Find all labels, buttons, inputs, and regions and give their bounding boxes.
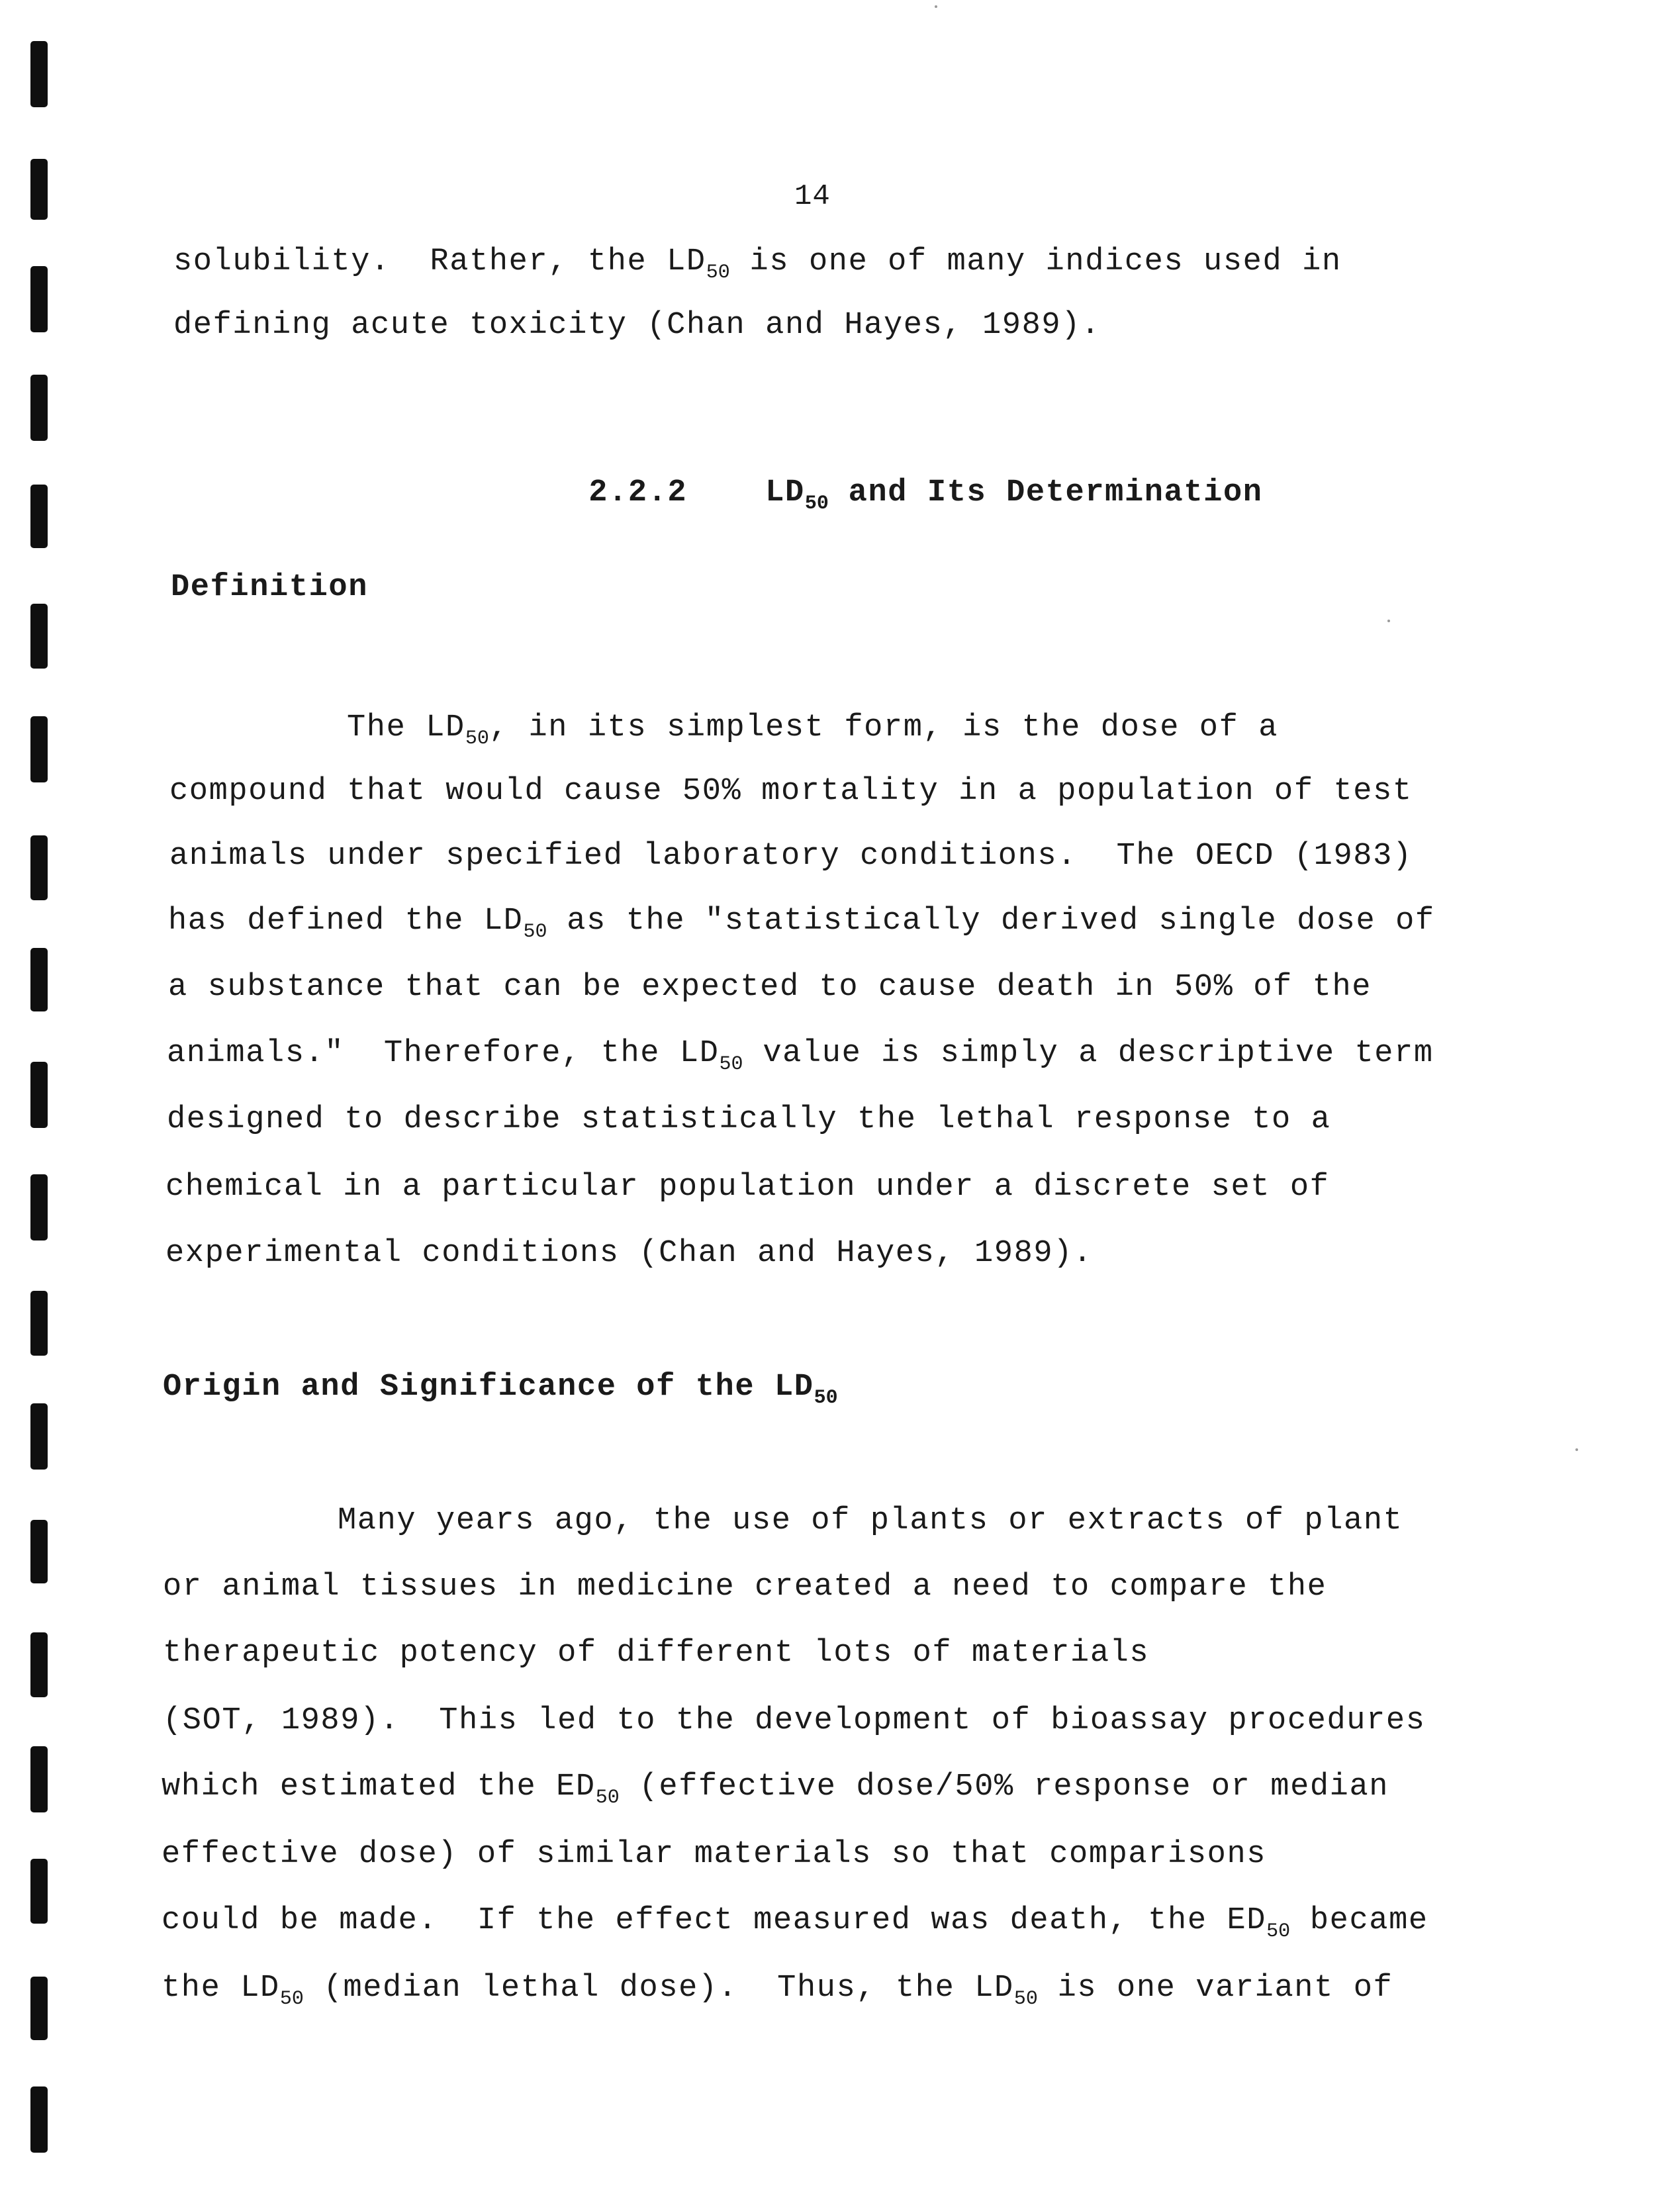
binding-hole [30,1062,48,1128]
scan-speck [1387,620,1390,622]
text-line: chemical in a particular population under a discrete set of [165,1170,1330,1205]
binding-hole [30,1174,48,1241]
text-line: or animal tissues in medicine created a need to compare the [163,1569,1327,1605]
binding-hole [30,485,48,548]
binding-hole [30,1746,48,1812]
text-line: defining acute toxicity (Chan and Hayes, 1989). [173,308,1101,343]
page-number: 14 [794,180,831,213]
text-line: The $LD_{50}$, in its simplest form, is the dose of a [347,710,1279,750]
binding-hole [30,266,48,332]
text-line: a substance that can be expected to cause death in 50% of the [168,970,1372,1005]
binding-hole [30,1859,48,1924]
binding-hole [30,2086,48,2153]
binding-hole [30,1291,48,1356]
scan-speck [935,5,937,8]
binding-hole [30,835,48,900]
text-line: could be made. If the effect measured was death, the $ED_{50}$ became [162,1903,1428,1943]
section-number: 2.2.2 [588,475,688,510]
subsection-heading-definition: Definition [171,570,369,605]
binding-hole [30,41,48,107]
binding-hole [30,604,48,669]
text-line: which estimated the $ED_{50}$ (effective dose/50% response or median [162,1769,1389,1809]
binding-hole [30,1632,48,1697]
text-line: (SOT, 1989). This led to the development of bioassay procedures [163,1703,1426,1738]
text-line: animals under specified laboratory conditions. The OECD (1983) [169,839,1413,874]
text-line: the $LD_{50}$ (median lethal dose). Thus, the $LD_{50}$ is one variant of [162,1971,1393,2010]
binding-hole [30,375,48,441]
text-line: animals." Therefore, the $LD_{50}$ value is simply a descriptive term [167,1036,1434,1076]
text-line: compound that would cause 50% mortality in a population of test [169,774,1413,809]
text-line: Many years ago, the use of plants or extracts of plant [338,1503,1403,1538]
binding-hole [30,1520,48,1583]
section-heading [510,446,1263,539]
text-line: solubility. Rather, the $LD_{50}$ is one of many indices used in [173,244,1342,284]
binding-hole [30,1977,48,2040]
text-line: experimental conditions (Chan and Hayes, 1989). [165,1236,1093,1271]
subsection-heading-origin: Origin and Significance of the $LD_{50}$ [163,1370,838,1409]
scan-speck [1575,1448,1578,1451]
text-line: designed to describe statistically the lethal response to a [167,1102,1331,1137]
section-title: $LD_{50}$ and Its Determination [765,475,1263,515]
binding-hole [30,948,48,1011]
text-line: has defined the $LD_{50}$ as the "statistically derived single dose of [168,904,1435,943]
binding-strip [0,0,79,2201]
binding-hole [30,716,48,782]
text-line: effective dose) of similar materials so that comparisons [162,1837,1267,1872]
text-line: therapeutic potency of different lots of materials [163,1636,1150,1671]
binding-hole [30,1403,48,1470]
binding-hole [30,159,48,220]
